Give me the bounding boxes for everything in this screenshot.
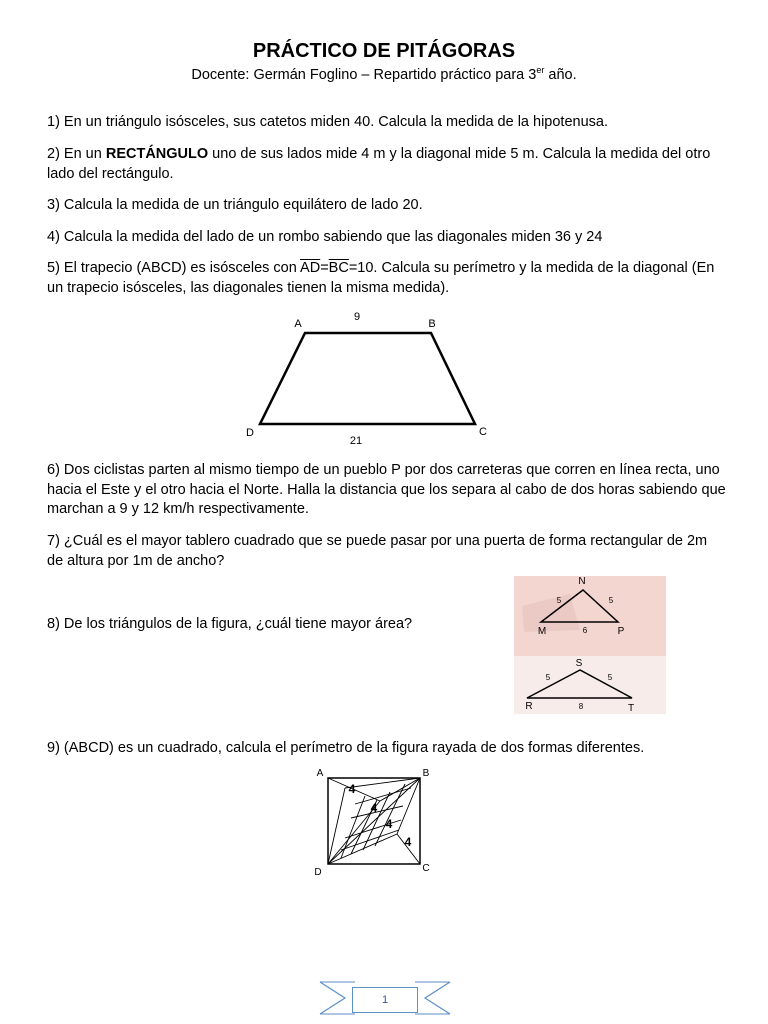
- label-s: S: [575, 658, 583, 669]
- subtitle-text: Docente: Germán Foglino – Repartido práctico para 3: [191, 66, 537, 83]
- question-2-text-b: uno de sus lados mide 4 m y la diagonal mide 5 m. Calcula la medida del otro lado del rectángulo.: [47, 146, 711, 182]
- label-a: A: [294, 318, 302, 330]
- side-np: 5: [608, 596, 614, 605]
- right-chevron-icon: [425, 982, 450, 1014]
- label-t: T: [627, 703, 635, 714]
- label-c: C: [479, 426, 487, 438]
- label-a: A: [316, 768, 324, 779]
- label-c: C: [422, 863, 430, 874]
- inner-lines: [328, 778, 420, 864]
- question-4: 4) Calcula la medida del lado de un rombo sabiendo que las diagonales miden 36 y 24: [47, 229, 603, 245]
- label-p: P: [617, 626, 625, 637]
- photo-background-lower: [514, 656, 666, 714]
- length-1: 4: [348, 782, 356, 796]
- segment-bc: $\overline{BC}$: [328, 260, 349, 276]
- side-rs: 5: [545, 673, 551, 682]
- length-3: 4: [385, 817, 393, 831]
- question-6: 6) Dos ciclistas parten al mismo tiempo de un pueblo P por dos carreteras que corren en línea recta, uno hacia el Este y el otro hacia el Norte. Halla la distancia que los separa al cabo de dos horas sabiendo que marchan a 9 y 12 km/h respectivamente.: [47, 462, 726, 517]
- top-length: 9: [353, 311, 361, 323]
- question-5: [47, 259, 727, 298]
- question-5-text-a: 5) El trapecio (ABCD) es isósceles con: [47, 260, 301, 276]
- trapezoid-shape: [260, 333, 475, 424]
- question-3: 3) Calcula la medida de un triángulo equilátero de lado 20.: [47, 197, 423, 213]
- length-2: 4: [370, 801, 378, 815]
- question-2-bold: RECTÁNGULO: [105, 146, 209, 162]
- bottom-length: 21: [349, 435, 363, 447]
- length-4: 4: [404, 835, 412, 849]
- side-mn: 5: [556, 596, 562, 605]
- square-figure: [305, 760, 440, 885]
- question-7: 7) ¿Cuál es el mayor tablero cuadrado que se puede pasar por una puerta de forma rectangular de 2m de altura por 1m de ancho?: [47, 533, 708, 569]
- label-b: B: [422, 768, 430, 779]
- label-r: R: [525, 701, 533, 712]
- page-number: 1: [352, 987, 418, 1013]
- left-chevron-icon: [320, 982, 345, 1014]
- question-2-text-a: 2) En un: [47, 146, 106, 162]
- page-title: PRÁCTICO DE PITÁGORAS: [252, 40, 516, 62]
- question-1: 1) En un triángulo isósceles, sus catetos miden 40. Calcula la medida de la hipotenusa.: [47, 114, 608, 130]
- base-mp: 6: [582, 626, 588, 635]
- label-m: M: [537, 626, 547, 637]
- question-2: [47, 145, 727, 184]
- equals-sign: =: [320, 260, 329, 276]
- subtitle-superscript: er: [536, 65, 545, 75]
- triangles-figure: [510, 570, 670, 718]
- question-9: 9) (ABCD) es un cuadrado, calcula el perímetro de la figura rayada de dos formas diferentes.: [47, 740, 645, 756]
- label-d: D: [246, 427, 254, 439]
- question-8: 8) De los triángulos de la figura, ¿cuál tiene mayor área?: [47, 616, 413, 632]
- label-d: D: [314, 867, 322, 878]
- label-b: B: [428, 318, 436, 330]
- page-subtitle: [0, 65, 768, 83]
- trapezoid-figure: [240, 305, 500, 450]
- subtitle-suffix: año.: [544, 66, 577, 83]
- base-rt: 8: [578, 702, 584, 711]
- label-n: N: [578, 576, 586, 587]
- side-st: 5: [607, 673, 613, 682]
- segment-ad: $\overline{AD}$: [300, 260, 321, 276]
- question-5-text-b: =10. Calcula su perímetro y la medida de la diagonal (En un trapecio isósceles, las diagonales tienen la misma medida).: [47, 260, 715, 296]
